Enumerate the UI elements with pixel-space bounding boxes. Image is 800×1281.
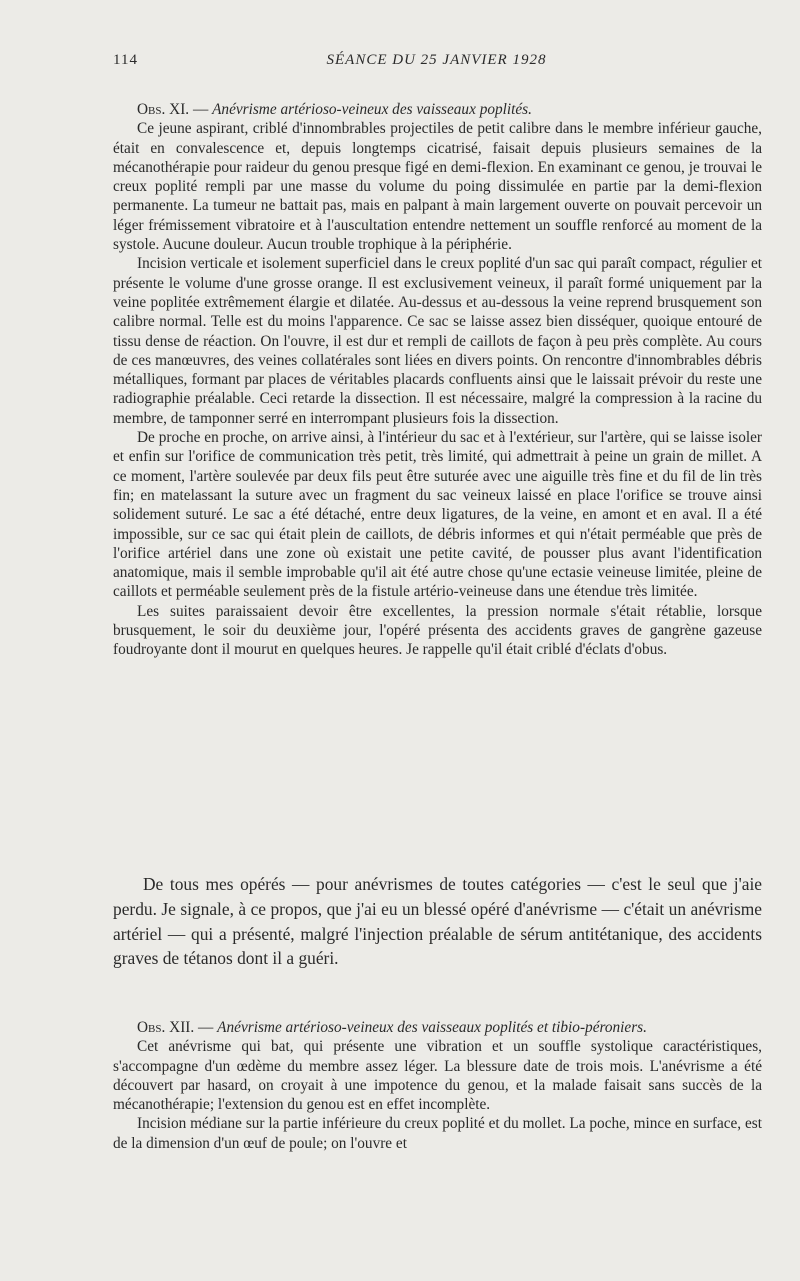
page-number: 114 (113, 52, 138, 68)
observation-11 (113, 100, 762, 660)
page-header (113, 52, 760, 76)
running-title: SÉANCE DU 25 JANVIER 1928 (326, 52, 547, 68)
obs12-title: Anévrisme artérioso-veineux des vaisseaux poplités et tibio-péroniers. (217, 1019, 647, 1036)
obs11-title: Anévrisme artérioso-veineux des vaisseaux poplités. (212, 101, 532, 118)
observation-12 (113, 1018, 762, 1153)
obs12-paragraph-1: Cet anévrisme qui bat, qui présente une vibration et un souffle systolique caractéristiques, s'accompagne d'un œdème du membre assez léger. La blessure date de trois mois. L'anévrisme a été découvert par hasard, on croyait à une impotence du genou, et la malade faisait sans succès de la mécanothérapie; l'extension du genou est en effet incomplète. (113, 1038, 762, 1114)
obs11-paragraph-3: De proche en proche, on arrive ainsi, à l'intérieur du sac et à l'extérieur, sur l'artère, qui se laisse isoler et enfin sur l'orifice de communication très petit, très limité, qui admettrait à peine un grain de millet. A ce moment, l'artère soulevée par deux fils peut être suturée avec une aiguille très fine et du fil de lin très fin; en matelassant la suture avec un fragment du sac veineux laissé en place l'orifice se trouve ainsi solidement suturé. Le sac a été détaché, entre deux ligatures, de la veine, en amont et en aval. Il a été impossible, sur ce sac qui était plein de caillots, de débris informes et qui n'était perméable que près de l'orifice artériel dans une zone où existait une petite cavité, de pousser plus avant l'identification anatomique, mais il semble improbable qu'il ait été autre chose qu'une ectasie veineuse limitée, pleine de caillots et perméable seulement près de la fistule artério-veineuse dans une étendue très limitée. (113, 429, 762, 601)
obs12-paragraph-2: Incision médiane sur la partie inférieure du creux poplité et du mollet. La poche, mince en surface, est de la dimension d'un œuf de poule; on l'ouvre et (113, 1115, 762, 1152)
obs11-label: Obs. XI. — (137, 101, 209, 118)
obs11-paragraph-4: Les suites paraissaient devoir être excellentes, la pression normale s'était rétablie, lorsque brusquement, le soir du deuxième jour, l'opéré présenta des accidents graves de gangrène gazeuse foudroyante dont il mourut en quelques heures. Je rappelle qu'il était criblé d'éclats d'obus. (113, 602, 762, 659)
obs12-label: Obs. XII. — (137, 1019, 214, 1036)
main-paragraph: De tous mes opérés — pour anévrismes de toutes catégories — c'est le seul que j'aie perdu. Je signale, à ce propos, que j'ai eu un blessé opéré d'anévrisme — c'était un anévrisme artériel — qui a présenté, malgré l'injection préalable de sérum antitétanique, des accidents graves de tétanos dont il a guéri. (113, 874, 762, 969)
obs12-heading (113, 1018, 762, 1037)
obs11-paragraph-2: Incision verticale et isolement superficiel dans le creux poplité d'un sac qui paraît compact, régulier et présente le volume d'une grosse orange. Il est exclusivement veineux, il paraît formé uniquement par la veine poplitée extrêmement élargie et dilatée. Au-dessus et au-dessous la veine reprend brusquement son calibre normal. Telle est du moins l'apparence. Ce sac se laisse assez bien disséquer, quoique entouré de tissu dense de réaction. On l'ouvre, il est dur et rempli de caillots de façon à peu près complète. Au cours de ces manœuvres, des veines collatérales sont liées en divers points. On rencontre d'innombrables débris métalliques, formant par places de véritables placards confluents ainsi que le laissait prévoir du reste une radiographie préalable. Ceci retarde la dissection. Il est nécessaire, malgré la compression à la racine du membre, de tamponner serré en interrompant plusieurs fois la dissection. (113, 255, 762, 427)
obs11-heading (113, 100, 762, 119)
main-text (113, 872, 762, 971)
obs11-paragraph-1: Ce jeune aspirant, criblé d'innombrables projectiles de petit calibre dans le membre inférieur gauche, était en convalescence et, depuis longtemps cicatrisé, faisait depuis plusieurs semaines de la mécanothérapie pour raideur du genou presque figé en demi-flexion. En examinant ce genou, je trouvai le creux poplité rempli par une masse du volume du poing dissimulée en partie par la demi-flexion permanente. La tumeur ne battait pas, mais en palpant à main largement ouverte on pouvait percevoir un léger frémissement vibratoire et à l'auscultation entendre nettement un souffle renforcé au moment de la systole. Aucune douleur. Aucun trouble trophique à la périphérie. (113, 120, 762, 254)
